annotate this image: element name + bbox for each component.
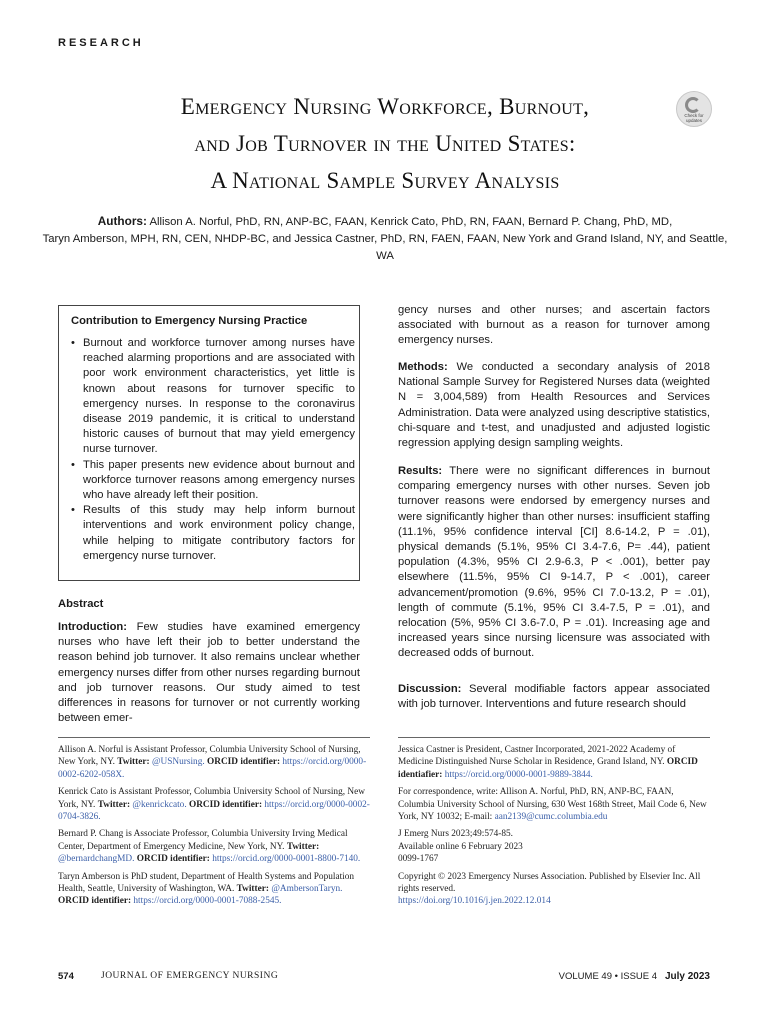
footnote-item: Allison A. Norful is Assistant Professor, Columbia University School of Nursing, New York, NY. Twitter: @USNursing. ORCID identifier: https://orcid.org/0000-0002-6202-058X. bbox=[58, 745, 367, 780]
footnote-divider-right bbox=[398, 737, 710, 738]
contribution-bullets bbox=[70, 336, 355, 564]
issn: 0099-1767 bbox=[398, 854, 439, 865]
bullet-item: • Burnout and workforce turnover among nurses have reached alarming proportions and are associated with poor work environment characteristics, yet little is known about reasons for turnover specific to emergency nurses. In response to the coronavirus disease 2019 pandemic, it is critical to understand historic causes of burnout that may yield emergency nurse turnover. bbox=[70, 336, 355, 458]
results-label: Results: bbox=[398, 465, 443, 477]
article-info-footnotes bbox=[398, 744, 710, 908]
page-number: 574 bbox=[58, 971, 74, 982]
authors-block bbox=[40, 213, 730, 265]
abstract-introduction-continued: gency nurses and other nurses; and ascertain factors associated with burnout as a reason for turnover among emergency nurses. bbox=[398, 304, 710, 347]
abstract-introduction bbox=[58, 620, 360, 726]
abstract-results bbox=[398, 464, 710, 662]
title-line-1: Emergency Nursing Workforce, Burnout, bbox=[180, 94, 590, 119]
volume-issue: VOLUME 49 • ISSUE 4 bbox=[558, 971, 658, 982]
twitter-link[interactable]: @bernardchangMD. bbox=[58, 854, 135, 865]
methods-text: We conducted a secondary analysis of 2018 National Sample Survey for Registered Nurses data (weighted N = 3,004,589) from Health Resources and Services Administration. Data were analyzed using descriptive statistics, chi-square and t-test, and unadjusted and adjusted logistic regression applying design sampling weights. bbox=[398, 361, 711, 450]
twitter-link[interactable]: @kenrickcato. bbox=[132, 799, 187, 810]
available-online: Available online 6 February 2023 bbox=[398, 841, 523, 852]
email-link[interactable]: aan2139@cumc.columbia.edu bbox=[494, 812, 608, 823]
bullet-item: • This paper presents new evidence about burnout and workforce turnover reasons among emergency nurses who have already left their position. bbox=[70, 458, 355, 504]
article-title bbox=[60, 88, 710, 199]
issue-date: July 2023 bbox=[664, 971, 710, 982]
abstract-methods bbox=[398, 360, 710, 451]
discussion-label: Discussion: bbox=[398, 683, 462, 695]
title-line-3: A National Sample Survey Analysis bbox=[210, 168, 560, 193]
footnote-item: Jessica Castner is President, Castner Incorporated, 2021-2022 Academy of Medicine Distinguished Nurse Scholar in Residence, Grand Island, NY. ORCID identiafier: https://orcid.org/0000-0001-9889-3844. bbox=[398, 745, 698, 780]
footnote-item: Kenrick Cato is Assistant Professor, Columbia University School of Nursing, New York, NY. Twitter: @kenrickcato. ORCID identifier: https://orcid.org/0000-0002-0704-3826. bbox=[58, 787, 370, 823]
copyright: Copyright © 2023 Emergency Nurses Association. Published by Elsevier Inc. All rights reserved. bbox=[398, 871, 701, 895]
contribution-box-title: Contribution to Emergency Nursing Practice bbox=[71, 315, 308, 327]
abstract-discussion bbox=[398, 682, 710, 712]
orcid-link[interactable]: https://orcid.org/0000-0001-8800-7140. bbox=[212, 854, 361, 865]
footnote-divider-left bbox=[58, 737, 370, 738]
twitter-link[interactable]: @AmbersonTaryn. bbox=[271, 884, 343, 895]
introduction-label: Introduction: bbox=[58, 621, 127, 633]
title-line-2: and Job Turnover in the United States: bbox=[194, 131, 576, 156]
refresh-icon bbox=[685, 97, 701, 113]
abstract-heading: Abstract bbox=[58, 598, 104, 610]
orcid-link[interactable]: https://orcid.org/0000-0001-7088-2545. bbox=[133, 896, 282, 907]
journal-name: JOURNAL OF EMERGENCY NURSING bbox=[101, 971, 279, 981]
doi-link[interactable]: https://doi.org/10.1016/j.jen.2022.12.014 bbox=[398, 896, 551, 907]
orcid-link[interactable]: https://orcid.org/0000-0001-9889-3844. bbox=[444, 769, 593, 780]
issue-info bbox=[559, 971, 710, 982]
badge-label: Check for updates bbox=[684, 113, 704, 123]
discussion-text: Several modifiable factors appear associated with job turnover. Interventions and future research should bbox=[398, 683, 710, 711]
twitter-link[interactable]: @USNursing. bbox=[151, 757, 205, 768]
author-footnotes bbox=[58, 744, 370, 913]
authors-label: Authors: bbox=[97, 214, 147, 228]
orcid-link[interactable]: https://orcid.org/0000-0002-6202-058X. bbox=[58, 757, 367, 780]
footnote-item: Bernard P. Chang is Associate Professor, Columbia University Irving Medical Center, Department of Emergency Medicine, New York, NY. Twitter: @bernardchangMD. ORCID identifier: https://orcid.org/0000-0001-8800-7140. bbox=[58, 829, 361, 865]
citation: J Emerg Nurs 2023;49:574-85. bbox=[398, 829, 513, 840]
correspondence-note: For correspondence, write: Allison A. Norful, PhD, RN, ANP-BC, FAAN, Columbia University School of Nursing, 630 West 168th Street, Mail Code 6, New York, NY 10032; E-mail: aan2139@cumc.columbia.edu bbox=[398, 787, 707, 823]
footnote-item: Taryn Amberson is PhD student, Department of Health Systems and Population Health, Seattle, University of Washington, WA. Twitter: @AmbersonTaryn. ORCID identifier: https://orcid.org/0000-0001-7088-2545. bbox=[58, 871, 355, 907]
results-text: There were no significant differences in burnout comparing emergency nurses with other nurses. Seven job turnover reasons were endorsed by emergency nurses and were significantly higher than other nurses: insufficient staffing (11.1%, 95% confidence interval [CI] 8.6-14.2, P = .01), physical demands (5.1%, 95% CI 3.4-7.6, P= .44), patient population (4.3%, 95% CI 2.9-6.3, P < .001), better pay elsewhere (11.5%, 95% CI 9-14.7, P < .001), career advancement/promotion (9.6%, 95% CI 7.0-13.2, P = .01), length of commute (5.1%, 95% CI 3.4-7.5, P = .01), and relocation (5%, 95% CI 3.6-7.0, P = .01). Increasing age and increased years since nursing licensure was associated with decreased odds of burnout. bbox=[398, 465, 711, 660]
bullet-item: • Results of this study may help inform burnout interventions and work environment policy change, while helping to mitigate contributory factors for emergency nurse turnover. bbox=[70, 503, 355, 564]
orcid-link[interactable]: https://orcid.org/0000-0002-0704-3826. bbox=[58, 799, 370, 823]
section-label: RESEARCH bbox=[58, 37, 144, 49]
introduction-text-left: Few studies have examined emergency nurses who have left their job to better understand the reason behind job turnover. It also remains unclear whether emergency nurses differ from other nurses regarding burnout and job turnover reasons. Our study aimed to test differences in reasons for turnover or not currently working between emer- bbox=[58, 621, 361, 725]
authors-line-2: Taryn Amberson, MPH, RN, CEN, NHDP-BC, and Jessica Castner, PhD, RN, FAEN, FAAN, New York and Grand Island, NY, and Seattle, WA bbox=[42, 233, 728, 262]
check-for-updates-badge[interactable] bbox=[676, 91, 712, 127]
authors-line-1: Allison A. Norful, PhD, RN, ANP-BC, FAAN, Kenrick Cato, PhD, RN, FAAN, Bernard P. Chang, PhD, MD, bbox=[149, 216, 673, 228]
methods-label: Methods: bbox=[398, 361, 448, 373]
